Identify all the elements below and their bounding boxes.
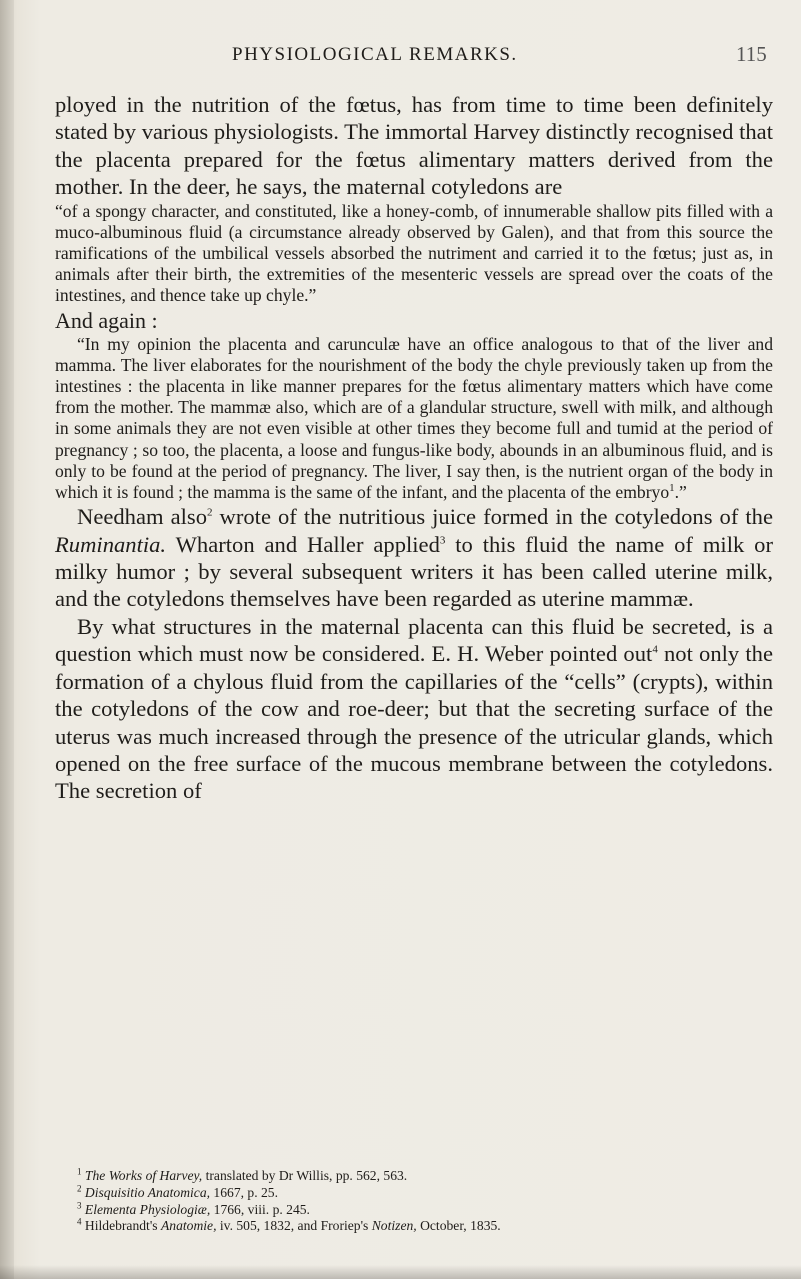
needham-text-a: Needham also <box>77 504 207 530</box>
footnote-number: 3 <box>77 1200 82 1211</box>
footnote-detail: 1667, p. 25. <box>210 1184 278 1200</box>
footnote-ref-4: 4 <box>652 643 658 656</box>
footnote-1 <box>55 1168 773 1185</box>
footnote-detail: 1766, viii. p. 245. <box>210 1201 310 1217</box>
footnote-2 <box>55 1185 773 1202</box>
quote-2-close: .” <box>674 482 687 503</box>
footnote-title: Anatomie, <box>160 1218 217 1234</box>
structures-text-a: By what structures in the maternal placenta can this fluid be secreted, is a question which must now be considered. E. H. Weber pointed out <box>55 613 773 667</box>
needham-text-d: to this fluid the name of milk or milky humor ; by several subsequent writers it has been called uterine milk, and the cotyledons themselves have been regarded as uterine mammæ. <box>55 531 773 612</box>
footnote-ref-2: 2 <box>207 506 213 519</box>
paragraph-structures <box>55 613 773 805</box>
harvey-quote-2 <box>55 334 773 504</box>
footnote-title: Elementa Physiologiæ, <box>84 1201 211 1217</box>
and-again-line: And again : <box>55 307 158 333</box>
footnote-title: Disquisitio Anatomica, <box>84 1184 211 1200</box>
footnote-title: The Works of Harvey, <box>84 1168 203 1183</box>
needham-text-b: wrote of the nutritious juice formed in the cotyledons of the <box>212 504 773 530</box>
footnote-number: 1 <box>77 1166 82 1177</box>
footnote-author: Hildebrandt's <box>84 1218 161 1234</box>
running-title: PHYSIOLOGICAL REMARKS. <box>232 44 518 65</box>
paragraph-needham <box>55 503 773 613</box>
footnotes <box>55 1168 773 1235</box>
quote-2-text: “In my opinion the placenta and carunculæ have an office analogous to that of the liver and mamma. The liver elaborates for the nourishment of the body the chyle previously taken up from the intestines : the placenta in like manner prepares for the fœtus alimentary matters which have come from the mother. The mammæ also, which are of a glandular structure, swell with milk, and although in some animals they are not even visible at other times they become full and tumid at the period of pregnancy ; so too, the placenta, a loose and fungus-like body, abounds in an albuminous fluid, and is only to be found at the period of pregnancy. The liver, I say then, is the nutrient organ of the body in which it is found ; the mamma is the same of the infant, and the placenta of the embryo <box>55 333 773 503</box>
paragraph-continuation: ployed in the nutrition of the fœtus, has from time to time been definitely stated by various physiologists. The immortal Harvey distinctly recognised that the placenta prepared for the fœtus alimentary matters derived from the mother. In the deer, he says, the maternal cotyledons are <box>55 92 773 200</box>
running-head <box>0 44 801 70</box>
harvey-quote-1: “of a spongy character, and constituted, like a honey-comb, of innumerable shallow pits filled with a muco-albuminous fluid (a circumstance already observed by Galen), and that from this source the ramifications of the umbilical vessels absorbed the nutriment and carried it to the fœtus; just as, in animals after their birth, the extremities of the mesenteric vessels are spread over the coats of the intestines, and thence take up chyle.” <box>55 200 773 306</box>
footnote-3 <box>55 1202 773 1219</box>
footnote-detail-2: October, 1835. <box>416 1218 501 1234</box>
footnote-number: 2 <box>77 1183 82 1194</box>
structures-text-b: not only the formation of a chylous fluid from the capillaries of the “cells” (crypts), within the cotyledons of the cow and roe-deer; but that the secreting surface of the uterus was much increased through the presence of the utricular glands, which opened on the free surface of the mucous membrane between the cotyledons. The secretion of <box>55 641 773 804</box>
footnote-detail: iv. 505, 1832, and Froriep's <box>216 1218 372 1234</box>
footnote-title-2: Notizen, <box>371 1218 417 1234</box>
needham-text-c: Wharton and Haller applied <box>166 531 440 557</box>
footnote-detail: translated by Dr Willis, pp. 562, 563. <box>202 1168 408 1183</box>
page-number: 115 <box>736 42 767 66</box>
footnote-ref-1: 1 <box>669 482 675 495</box>
footnote-number: 4 <box>77 1216 82 1227</box>
footnote-ref-3: 3 <box>439 534 446 547</box>
ruminantia-italic: Ruminantia. <box>55 531 167 557</box>
page-bottom-edge <box>0 1265 801 1279</box>
page-spine-shadow <box>0 0 14 1279</box>
footnote-4 <box>55 1218 773 1235</box>
body-text <box>55 91 773 805</box>
